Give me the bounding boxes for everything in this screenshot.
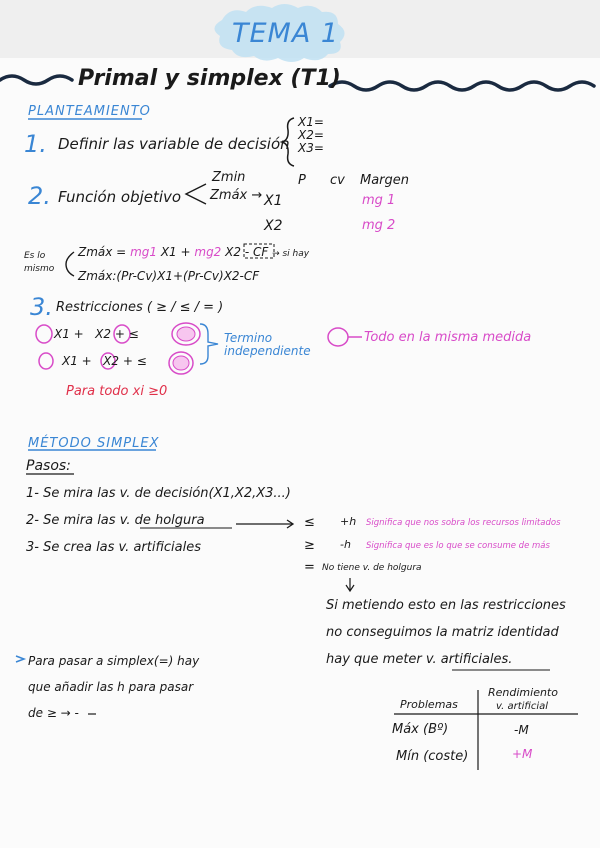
- simplex-heading: MÉTODO SIMPLEX: [28, 436, 160, 451]
- zmax-eq1-mg1: mg1: [130, 245, 158, 259]
- step2-number: 2.: [28, 182, 51, 210]
- todo-misma-medida: Todo en la misma medida: [364, 330, 532, 345]
- termino-independiente: Termino independiente: [224, 331, 311, 358]
- significa-1: Significa que nos sobra los recursos limitados: [366, 518, 561, 528]
- no-tiene-holgura: No tiene v. de holgura: [322, 563, 422, 573]
- step3-number: 3.: [30, 293, 53, 321]
- rhs-circle-2-inner: [173, 356, 189, 370]
- zmin-label: Zmin: [212, 170, 246, 185]
- col-p: P: [298, 173, 306, 188]
- rhs-bracket: [200, 324, 218, 364]
- zmax-eq1-b: X1 +: [157, 245, 195, 259]
- paso-2: [26, 513, 205, 528]
- para-pasar-line-1: Para pasar a simplex(=) hay: [28, 654, 200, 668]
- sym-ge: ≥: [304, 538, 315, 553]
- zmax-eq1-mg2: mg2: [194, 245, 222, 259]
- sym-eq: =: [304, 560, 315, 575]
- zmax-equation-1: [78, 245, 309, 259]
- plus-h: +h: [340, 515, 357, 528]
- table-row-max-value: -M: [514, 723, 529, 737]
- vars-list: [298, 116, 324, 155]
- var-x1: X1=: [298, 115, 324, 129]
- row-x2: X2: [264, 218, 283, 234]
- step1-number: 1.: [24, 130, 47, 158]
- zmax-eq1-note: → si hay: [272, 249, 310, 259]
- zmax-eq1-cf: - CF: [244, 245, 269, 259]
- sym-le: ≤: [304, 515, 315, 530]
- row-x1: X1: [264, 193, 283, 209]
- zmax-label: Zmáx →: [210, 188, 263, 203]
- step1-text: Definir las variable de decisión: [58, 135, 290, 153]
- table-col-rendimiento-2: v. artificial: [496, 701, 549, 712]
- si-metiendo-line-1: Si metiendo esto en las restricciones: [326, 598, 566, 613]
- para-pasar-line-3: de ≥ → -: [28, 706, 79, 720]
- main-title: Primal y simplex (T1): [78, 66, 341, 91]
- step2-text: Función objetivo: [58, 188, 182, 206]
- page-title: TEMA 1: [232, 18, 340, 49]
- si-metiendo-line-2: no conseguimos la matriz identidad: [326, 625, 559, 640]
- eslo-mismo-note: Es lo mismo: [24, 251, 55, 274]
- col-cv: cv: [330, 173, 345, 188]
- table-row-max-label: Máx (Bº): [392, 722, 449, 737]
- minus-h: -h: [340, 538, 351, 551]
- paso-2-a: 2- Se mira las: [26, 513, 120, 528]
- coef-circle-1a: [36, 325, 52, 343]
- var-x3: X3=: [298, 141, 324, 155]
- coef-circle-2a: [39, 353, 53, 369]
- restriction-2: X1 + X2 + ≤: [62, 354, 147, 368]
- fobj-brace: [186, 184, 206, 204]
- planteamiento-heading: PLANTEAMIENTO: [28, 104, 151, 119]
- zmax-eq1-c: X2: [221, 245, 245, 259]
- para-pasar-line-2: que añadir las h para pasar: [28, 680, 194, 694]
- significa-2: Significa que es lo que se consume de más: [366, 541, 550, 551]
- mg1-value: mg 1: [362, 193, 396, 208]
- table-col-problemas: Problemas: [400, 698, 458, 711]
- paso-1: 1- Se mira las v. de decisión(X1,X2,X3...): [26, 486, 291, 501]
- para-todo-xi: Para todo xi ≥0: [66, 384, 168, 399]
- table-row-min-value: +M: [512, 747, 533, 761]
- var-x2: X2=: [298, 128, 324, 142]
- rhs-circle-1-inner: [177, 327, 195, 341]
- zmax-eq1-a: Zmáx =: [78, 245, 131, 259]
- pasos-label: Pasos:: [26, 458, 71, 474]
- para-bullet-icon: [16, 656, 24, 662]
- mismo-bracket: [66, 252, 74, 276]
- paso-2-holgura: v. de holgura: [119, 513, 205, 528]
- table-row-min-label: Mín (coste): [396, 749, 469, 764]
- zmax-equation-2: Zmáx:(Pr-Cv)X1+(Pr-Cv)X2-CF: [78, 269, 260, 283]
- table-col-rendimiento-1: Rendimiento: [488, 686, 558, 699]
- mg2-value: mg 2: [362, 218, 396, 233]
- si-metiendo-line-3: hay que meter v. artificiales.: [326, 652, 513, 667]
- restriction-1: X1 + X2 + ≤: [54, 327, 139, 341]
- paso-3: 3- Se crea las v. artificiales: [26, 540, 201, 555]
- step3-text: Restricciones ( ≥ / ≤ / = ): [56, 300, 224, 315]
- col-margen: Margen: [360, 173, 410, 188]
- todo-circle: [328, 328, 348, 346]
